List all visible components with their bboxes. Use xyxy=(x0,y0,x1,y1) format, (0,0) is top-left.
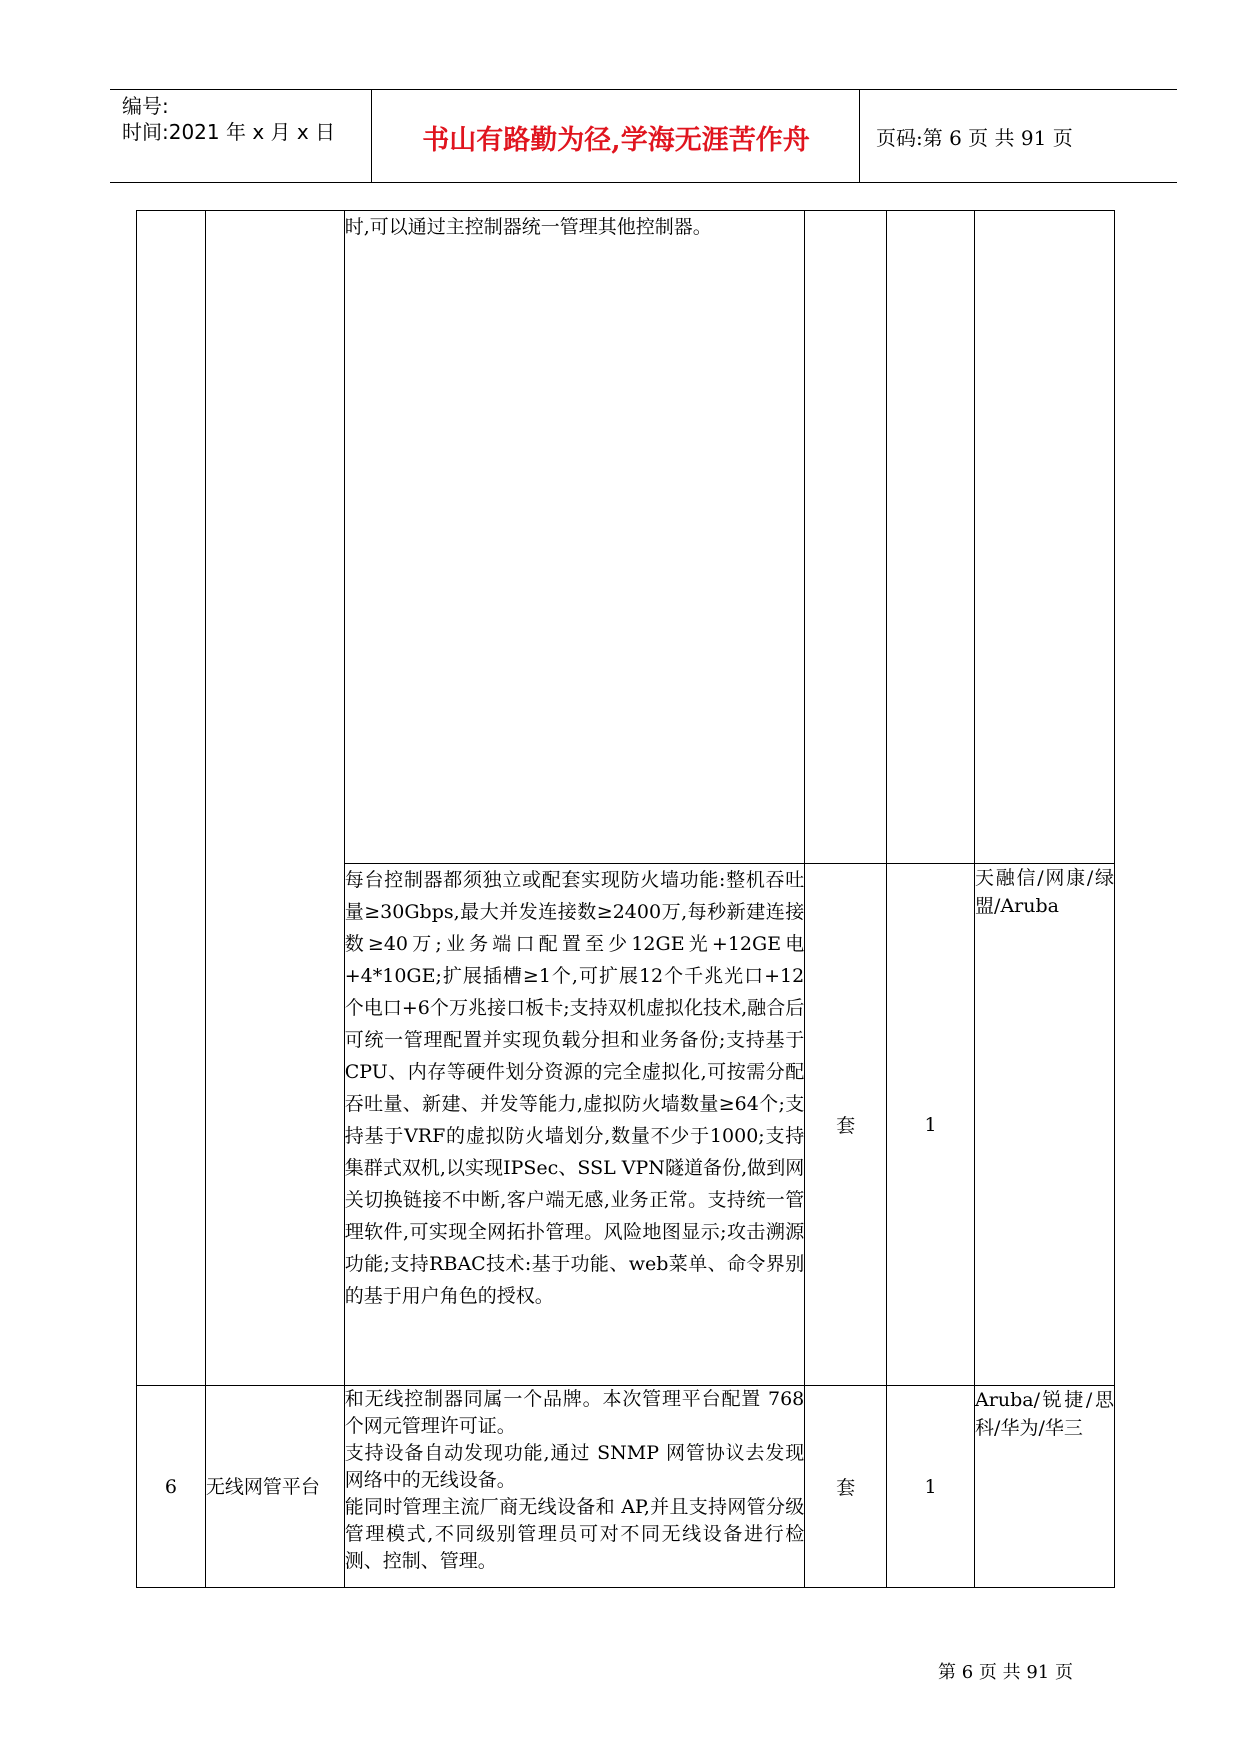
index-cell xyxy=(137,211,206,1386)
description-cell: 时,可以通过主控制器统一管理其他控制器。 xyxy=(344,211,805,864)
brand-cell: 天融信/网康/绿盟/Aruba xyxy=(975,864,1115,1386)
header-top-rule xyxy=(110,89,1177,90)
brand-cell: Aruba/锐捷/思科/华为/华三 xyxy=(975,1386,1115,1588)
description-line: 能同时管理主流厂商无线设备和 AP,并且支持网管分级管理模式,不同级别管理员可对不同无线设备进行检测、控制、管理。 xyxy=(344,1496,805,1572)
quantity-cell: 1 xyxy=(887,1386,975,1588)
quantity-cell: 1 xyxy=(887,864,975,1386)
index-cell: 6 xyxy=(137,1386,206,1588)
table-row xyxy=(137,211,1115,864)
name-cell xyxy=(205,211,344,1386)
unit-cell xyxy=(805,211,887,864)
serial-label: 编号: xyxy=(122,94,169,118)
table-row xyxy=(137,1386,1115,1588)
description-cell: 每台控制器都须独立或配套实现防火墙功能:整机吞吐量≥30Gbps,最大并发连接数≥2400万,每秒新建连接数≥40万;业务端口配置至少12GE光+12GE电+4*10GE;扩展插槽≥1个,可扩展12个千兆光口+12个电口+6个万兆接口板卡;支持双机虚拟化技术,融合后可统一管理配置并实现负载分担和业务备份;支持基于CPU、内存等硬件划分资源的完全虚拟化,可按需分配吞吐量、新建、并发等能力,虚拟防火墙数量≥64个;支持基于VRF的虚拟防火墙划分,数量不少于1000;支持集群式双机,以实现IPSec、SSL VPN隧道备份,做到网关切换链接不中断,客户端无感,业务正常。支持统一管理软件,可实现全网拓扑管理。风险地图显示;攻击溯源功能;支持RBAC技术:基于功能、web菜单、命令界别的基于用户角色的授权。 xyxy=(344,864,805,1386)
description-line: 和无线控制器同属一个品牌。本次管理平台配置 768 个网元管理许可证。 xyxy=(344,1388,805,1437)
header-motto: 书山有路勤为径,学海无涯苦作舟 xyxy=(422,125,810,156)
header-divider-right xyxy=(859,89,860,183)
unit-cell: 套 xyxy=(805,864,887,1386)
time-label: 时间:2021 年 x 月 x 日 xyxy=(122,120,336,144)
brand-cell xyxy=(975,211,1115,864)
name-cell: 无线网管平台 xyxy=(205,1386,344,1588)
unit-cell: 套 xyxy=(805,1386,887,1588)
spec-table xyxy=(136,210,1115,1588)
header-page-label: 页码:第 6 页 共 91 页 xyxy=(876,126,1073,150)
footer-page-number: 第 6 页 共 91 页 xyxy=(938,1662,1073,1683)
header-divider-left xyxy=(371,89,372,183)
quantity-cell xyxy=(887,211,975,864)
header-bottom-rule xyxy=(110,182,1177,183)
description-line: 支持设备自动发现功能,通过 SNMP 网管协议去发现网络中的无线设备。 xyxy=(344,1442,805,1491)
description-cell xyxy=(344,1386,805,1588)
